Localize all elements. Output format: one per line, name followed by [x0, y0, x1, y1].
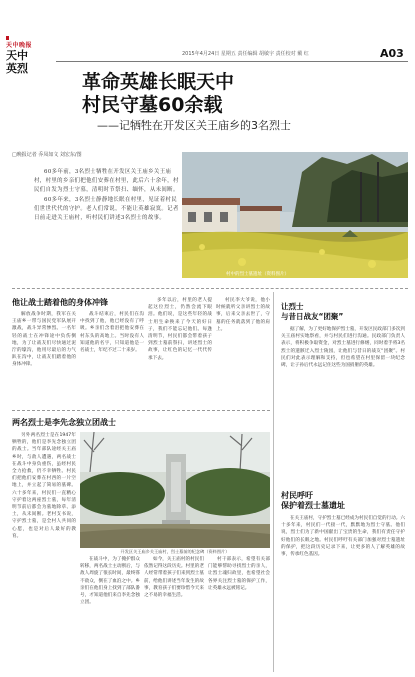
photo-caption: 开发区关王庙乡关王庙村，烈士墓前的纪念碑（资料图片）	[120, 549, 230, 554]
article-paragraph: 在战斗中，为了掩护群众转移，两名战士主动断后，与敌人周旋了很长时间，最终寡不敌众，倒在了血泊之中。乡亲们在他们身上找到了部队番号，才知道他们来自李先念独立团。	[80, 557, 140, 606]
section-title-line2: 英烈	[6, 62, 28, 75]
article-column	[12, 311, 76, 404]
intro-block	[34, 168, 179, 224]
sidebar-title-line2: 与昔日战友“团聚”	[281, 312, 344, 321]
article-paragraph: 战斗结束后，村民们在沟中找到了他，他已经没有了呼吸。乡亲们含着泪把他安葬在村东头的高地上。当时没有人知道他的名字，只知道他是一名战士，年纪不过二十来岁。	[80, 312, 144, 354]
article-paragraph: 另外两名烈士是在1947年牺牲的，他们是李先念独立团的战士。当年部队途经关王庙乡时，与敌人遭遇，两名战士在战斗中身负重伤，虽经村民全力抢救，仍不幸牺牲。村民们把他们安葬在村西的一片空地上，并立起了简易的墓碑。六十多年来，村民们一直精心守护着这两座烈士墓，每年清明节前后都会为墓地除草、添土，从未间断。老村支书说，守护烈士墓，是全村人共同的心愿，也是对后人最好的教育。	[12, 433, 76, 539]
sidebar-paragraph: 在关王庙村，守护烈士墓已经成为村民们自觉的行动。六十多年来，村民们一代接一代，默默地为烈士守墓。他们说，烈士们为了新中国献出了宝贵的生命，我们有责任守护好他们的长眠之地。村民们呼吁有关部门加强对烈士墓遗址的保护，把这段历史记录下来，让更多的人了解英雄的故事，传承红色基因。	[281, 516, 405, 558]
sidebar-title	[281, 302, 405, 322]
village-photo-illustration	[182, 152, 408, 278]
sidebar-title	[281, 491, 405, 511]
article-column	[216, 297, 270, 404]
headline-line1: 革命英雄长眠天中	[82, 71, 235, 93]
article-paragraph: 村干部表示，希望有关部门能够帮助寻找烈士的亲人，让烈士魂归故里，也希望社会各界关注烈士墓的保护工作，让英雄永远被铭记。	[208, 557, 270, 591]
newspaper-name: 天中晚报	[6, 42, 33, 49]
sidebar-body	[281, 326, 405, 486]
sidebar-title-line1: 村民呼吁	[281, 491, 313, 500]
village-photo	[182, 152, 408, 278]
page-number: A03	[380, 47, 404, 60]
article-column	[144, 556, 204, 672]
header-rule	[56, 61, 408, 62]
sidebar-title-line1: 让烈士	[281, 302, 304, 311]
intro-paragraph: 60多年来，3名烈士静静地长眠在村里，见证着村民们世世代代的守护。老人们常说，不能让英雄寂寞。记者日前走进关王庙村，听村民们讲述3名烈士的故事。	[34, 197, 179, 221]
photo-caption: 村中的烈士墓遗址（资料图片）	[226, 272, 289, 277]
article-column	[12, 432, 76, 672]
section-divider	[12, 288, 408, 289]
article-title: 两名烈士是李先念独立团战士	[12, 418, 116, 427]
article-title: 他让战士踏着他的身体冲锋	[12, 298, 108, 307]
memorial-photo-illustration	[80, 432, 270, 548]
article-paragraph: 如今，关王庙村的村民们依然记得这段历史。村里的老人经常带着孩子们来到烈士墓前，给他们讲述当年发生的故事，教育孩子们要珍惜今天来之不易的幸福生活。	[144, 557, 204, 599]
article-column	[80, 311, 144, 404]
sidebar-paragraph: 据了解，为了更好地保护烈士墓，开发区民政部门多次到关王庙村实地察看，并与村民们进行沟通。民政部门负责人表示，将积极争取资金，对烈士墓进行修缮，同时着手将3名烈士的遗骸迁入烈士陵园，让他们与昔日的战友“团聚”。村民们对此表示理解和支持，但也希望在村里保留一块纪念碑，让子孙后代永远记住这些为国捐躯的英雄。	[281, 327, 405, 369]
memorial-photo	[80, 432, 270, 548]
subheadline: ——记牺牲在开发区关王庙乡的3名烈士	[97, 119, 291, 132]
section-divider	[12, 410, 270, 411]
issue-meta: 2015年4月24日 星期五 责任编辑 胡敏宇 责任校对 戴 红	[182, 51, 309, 57]
article-paragraph: 多年以后，村里的老人提起这位烈士，仍然会流下眼泪。他们说，是这些年轻的战士用生命换来了今天的好日子，我们不能忘记他们。每逢清明节，村民们都会带着孩子到烈士墓前祭扫，讲述烈士的故事，让红色的记忆一代代传承下去。	[148, 298, 212, 361]
article-paragraph: 村民李大爷说，他小时候就听父亲讲烈士的故事，后来父亲去世了，守墓的任务就落到了他的肩上。	[216, 298, 270, 332]
headline-line2: 村民守墓60余载	[82, 94, 223, 116]
intro-paragraph: 60多年前，3名烈士牺牲在开发区关王庙乡关王庙村，村里的乡亲们把他们安葬在村里，此后六十余年，村民们自发为烈士守墓，清明时节祭扫、缅怀，从未间断。	[34, 169, 179, 193]
article-column	[148, 297, 212, 404]
section-title-line1: 天中	[6, 49, 28, 62]
masthead-brand	[6, 40, 46, 75]
main-headline	[82, 71, 402, 117]
article-column	[208, 556, 270, 672]
article-paragraph: 解放战争时期，我军在关王庙乡一带与国民党军队展开激战，战斗异常惨烈。一名年轻的战士在冲锋途中负伤倒地，为了让战友们尽快通过泥泞的壕沟，他用尽最后的力气趴在沟中，让战友们踏着他的身体冲锋。	[12, 312, 76, 368]
sidebar-title-line2: 保护着烈士墓遗址	[281, 501, 345, 510]
byline: □晚报记者 乔凤如文 刘宏东/图	[12, 152, 82, 158]
sidebar-body	[281, 515, 405, 673]
article-column	[80, 556, 140, 672]
column-rule	[273, 292, 274, 672]
